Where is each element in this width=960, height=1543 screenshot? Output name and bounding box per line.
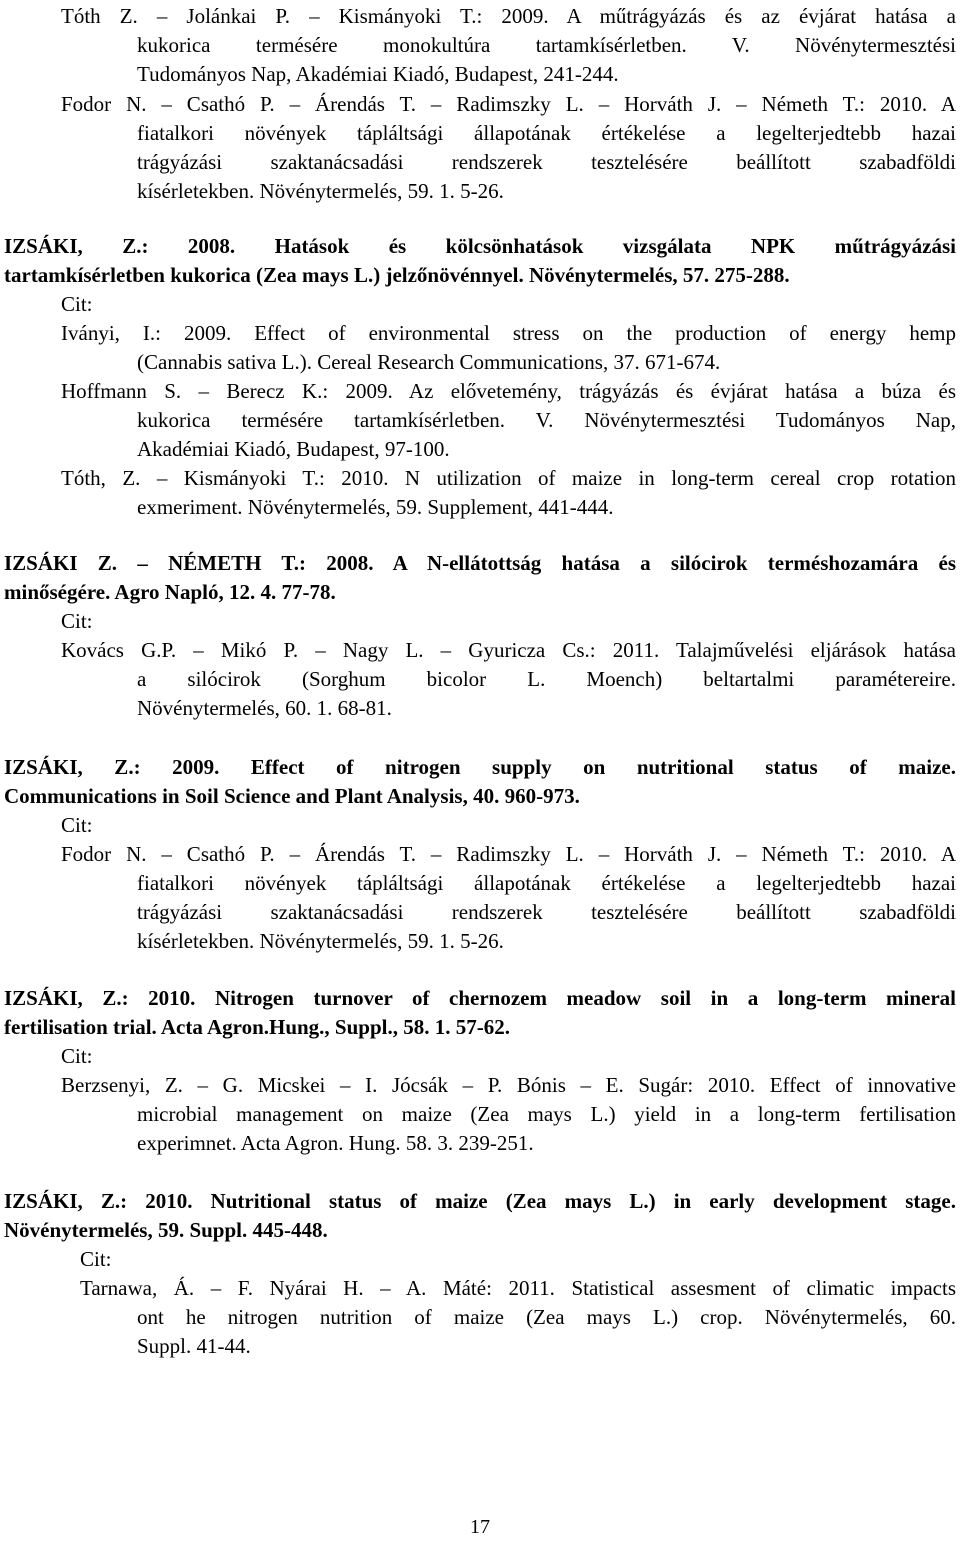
- reference-line: Akadémiai Kiadó, Budapest, 97-100.: [137, 437, 450, 461]
- publication-heading: minőségére. Agro Napló, 12. 4. 77-78.: [4, 580, 336, 604]
- page-number: 17: [470, 1516, 490, 1538]
- reference-line: Hoffmann S. – Berecz K.: 2009. Az elővetemény, trágyázás és évjárat hatása a búza és: [61, 379, 956, 403]
- reference-line: fiatalkori növények tápláltsági állapotának értékelése a legelterjedtebb hazai: [137, 871, 956, 895]
- reference-line: Fodor N. – Csathó P. – Árendás T. – Radimszky L. – Horváth J. – Németh T.: 2010. A: [61, 842, 956, 866]
- reference-line: microbial management on maize (Zea mays L.) yield in a long-term fertilisation: [137, 1102, 956, 1126]
- reference-line: Iványi, I.: 2009. Effect of environmental stress on the production of energy hemp: [61, 321, 956, 345]
- reference-line: a silócirok (Sorghum bicolor L. Moench) beltartalmi paramétereire.: [137, 667, 956, 691]
- publication-heading: fertilisation trial. Acta Agron.Hung., Suppl., 58. 1. 57-62.: [4, 1015, 510, 1039]
- reference-line: fiatalkori növények tápláltsági állapotának értékelése a legelterjedtebb hazai: [137, 121, 956, 145]
- reference-line: trágyázási szaktanácsadási rendszerek tesztelésére beállított szabadföldi: [137, 900, 956, 924]
- reference-line: kukorica termésére tartamkísérletben. V. Növénytermesztési Tudományos Nap,: [137, 408, 956, 432]
- reference-line: (Cannabis sativa L.). Cereal Research Communications, 37. 671-674.: [137, 350, 721, 374]
- publication-heading: Növénytermelés, 59. Suppl. 445-448.: [4, 1218, 328, 1242]
- reference-line: Tóth, Z. – Kismányoki T.: 2010. N utilization of maize in long-term cereal crop rotation: [61, 466, 956, 490]
- reference-line: Tarnawa, Á. – F. Nyárai H. – A. Máté: 2011. Statistical assesment of climatic impacts: [80, 1276, 956, 1300]
- citation-label: Cit:: [61, 813, 93, 837]
- reference-line: Növénytermelés, 60. 1. 68-81.: [137, 696, 392, 720]
- reference-line: Fodor N. – Csathó P. – Árendás T. – Radimszky L. – Horváth J. – Németh T.: 2010. A: [61, 92, 956, 116]
- publication-heading: IZSÁKI, Z.: 2010. Nitrogen turnover of chernozem meadow soil in a long-term mineral: [4, 986, 956, 1010]
- citation-label: Cit:: [61, 1044, 93, 1068]
- reference-line: exmeriment. Növénytermelés, 59. Supplement, 441-444.: [137, 495, 614, 519]
- publication-heading: Communications in Soil Science and Plant Analysis, 40. 960-973.: [4, 784, 580, 808]
- reference-line: Berzsenyi, Z. – G. Micskei – I. Jócsák – P. Bónis – E. Sugár: 2010. Effect of innovative: [61, 1073, 956, 1097]
- reference-line: Tóth Z. – Jolánkai P. – Kismányoki T.: 2009. A műtrágyázás és az évjárat hatása a: [61, 4, 956, 28]
- reference-line: ont he nitrogen nutrition of maize (Zea mays L.) crop. Növénytermelés, 60.: [137, 1305, 956, 1329]
- reference-line: kukorica termésére monokultúra tartamkísérletben. V. Növénytermesztési: [137, 33, 956, 57]
- reference-line: experimnet. Acta Agron. Hung. 58. 3. 239-251.: [137, 1131, 534, 1155]
- publication-heading: IZSÁKI Z. – NÉMETH T.: 2008. A N-ellátottság hatása a silócirok terméshozamára és: [4, 551, 956, 575]
- reference-line: kísérletekben. Növénytermelés, 59. 1. 5-26.: [137, 929, 504, 953]
- citation-label: Cit:: [61, 609, 93, 633]
- publication-heading: IZSÁKI, Z.: 2010. Nutritional status of maize (Zea mays L.) in early development stage.: [4, 1189, 956, 1213]
- reference-line: Suppl. 41-44.: [137, 1334, 251, 1358]
- reference-line: Kovács G.P. – Mikó P. – Nagy L. – Gyuricza Cs.: 2011. Talajművelési eljárások hatása: [61, 638, 956, 662]
- citation-label: Cit:: [80, 1247, 112, 1271]
- reference-line: Tudományos Nap, Akadémiai Kiadó, Budapest, 241-244.: [137, 62, 619, 86]
- reference-line: trágyázási szaktanácsadási rendszerek tesztelésére beállított szabadföldi: [137, 150, 956, 174]
- reference-line: kísérletekben. Növénytermelés, 59. 1. 5-26.: [137, 179, 504, 203]
- publication-heading: IZSÁKI, Z.: 2009. Effect of nitrogen supply on nutritional status of maize.: [4, 755, 956, 779]
- publication-heading: IZSÁKI, Z.: 2008. Hatások és kölcsönhatások vizsgálata NPK műtrágyázási: [4, 234, 956, 258]
- publication-heading: tartamkísérletben kukorica (Zea mays L.) jelzőnövénnyel. Növénytermelés, 57. 275-288.: [4, 263, 790, 287]
- citation-label: Cit:: [61, 292, 93, 316]
